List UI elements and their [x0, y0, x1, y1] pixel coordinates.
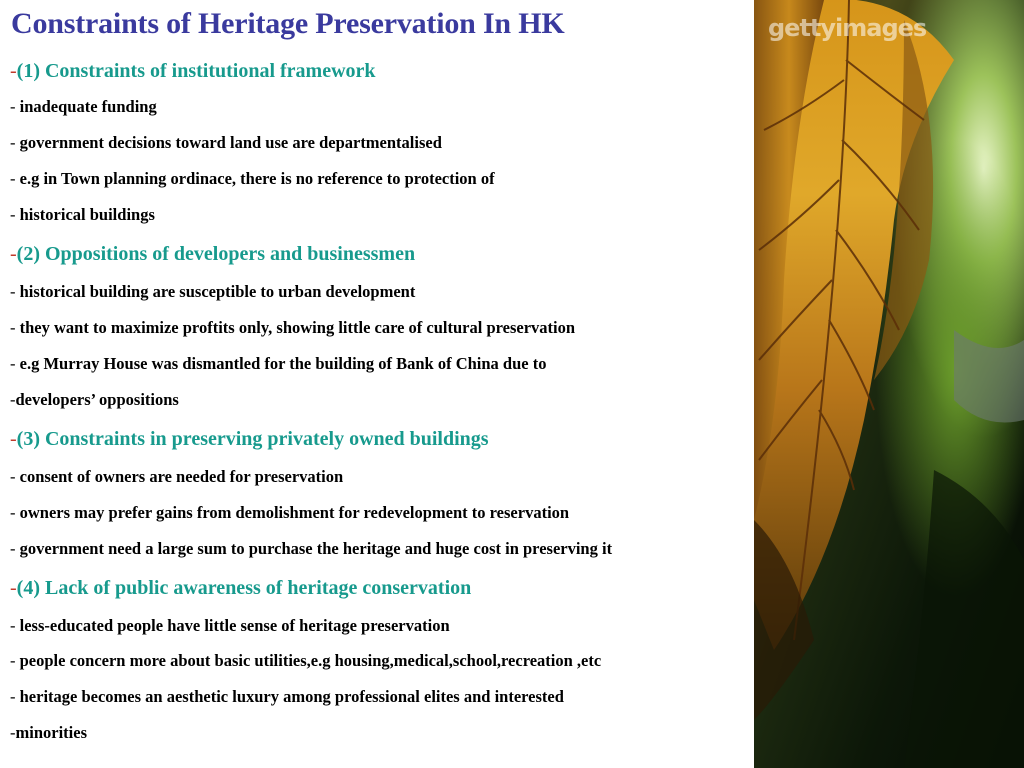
bullet-item	[10, 723, 87, 743]
bullet-text: consent of owners are needed for preservation	[19, 467, 344, 486]
bullet-text: e.g Murray House was dismantled for the building of Bank of China due to	[19, 354, 547, 373]
bullet-dash: -	[10, 169, 20, 188]
bullet-text: e.g in Town planning ordinace, there is no reference to protection of	[19, 169, 495, 188]
bullet-dash: -	[10, 428, 17, 450]
bullet-text: government need a large sum to purchase the heritage and huge cost in preserving it	[19, 539, 613, 558]
bullet-item	[10, 616, 450, 636]
getty-watermark: gettyimages	[768, 14, 927, 42]
bullet-item	[10, 97, 157, 117]
bullet-item	[10, 390, 179, 410]
bullet-item	[10, 205, 155, 225]
section-heading	[10, 428, 489, 451]
section-heading-text: (2) Oppositions of developers and businessmen	[16, 243, 416, 265]
bullet-text: developers’ oppositions	[15, 390, 179, 409]
bullet-item	[10, 687, 564, 707]
bullet-dash: -	[10, 60, 17, 82]
section-heading-text: (4) Lack of public awareness of heritage conservation	[16, 577, 472, 599]
bullet-dash: -	[10, 205, 20, 224]
bullet-dash: -	[10, 577, 17, 599]
bullet-item	[10, 354, 546, 374]
bullet-dash: -	[10, 318, 20, 337]
bullet-item	[10, 282, 415, 302]
bullet-dash: -	[10, 354, 20, 373]
bullet-text: heritage becomes an aesthetic luxury among professional elites and interested	[19, 687, 564, 706]
bullet-text: owners may prefer gains from demolishment for redevelopment to reservation	[19, 503, 570, 522]
bullet-dash: -	[10, 467, 20, 486]
bullet-dash: -	[10, 723, 16, 742]
section-heading	[10, 577, 471, 600]
bullet-text: historical buildings	[19, 205, 155, 224]
bullet-dash: -	[10, 282, 20, 301]
bullet-text: minorities	[15, 723, 87, 742]
bullet-dash: -	[10, 687, 20, 706]
bullet-text: government decisions toward land use are departmentalised	[19, 133, 442, 152]
section-heading-text: (1) Constraints of institutional framework	[16, 60, 376, 82]
bullet-text: historical building are susceptible to urban development	[19, 282, 416, 301]
bullet-text: people concern more about basic utilities,e.g housing,medical,school,recreation ,etc	[19, 651, 602, 670]
section-heading	[10, 60, 376, 83]
bullet-dash: -	[10, 243, 17, 265]
page-title: Constraints of Heritage Preservation In HK	[11, 7, 565, 40]
bullet-dash: -	[10, 390, 16, 409]
bullet-item	[10, 318, 575, 338]
bullet-item	[10, 503, 569, 523]
bullet-item	[10, 651, 601, 671]
bullet-item	[10, 539, 612, 559]
bullet-dash: -	[10, 97, 20, 116]
bullet-dash: -	[10, 539, 20, 558]
bullet-item	[10, 467, 343, 487]
bullet-dash: -	[10, 616, 20, 635]
bullet-text: they want to maximize proftits only, showing little care of cultural preservation	[19, 318, 576, 337]
bullet-dash: -	[10, 651, 20, 670]
bullet-text: less-educated people have little sense of heritage preservation	[19, 616, 450, 635]
section-heading-text: (3) Constraints in preserving privately owned buildings	[16, 428, 489, 450]
bullet-dash: -	[10, 133, 20, 152]
bullet-text: inadequate funding	[19, 97, 157, 116]
bullet-dash: -	[10, 503, 20, 522]
bullet-item	[10, 133, 442, 153]
section-heading	[10, 243, 415, 266]
bullet-item	[10, 169, 495, 189]
leaf-photo	[754, 0, 1024, 768]
